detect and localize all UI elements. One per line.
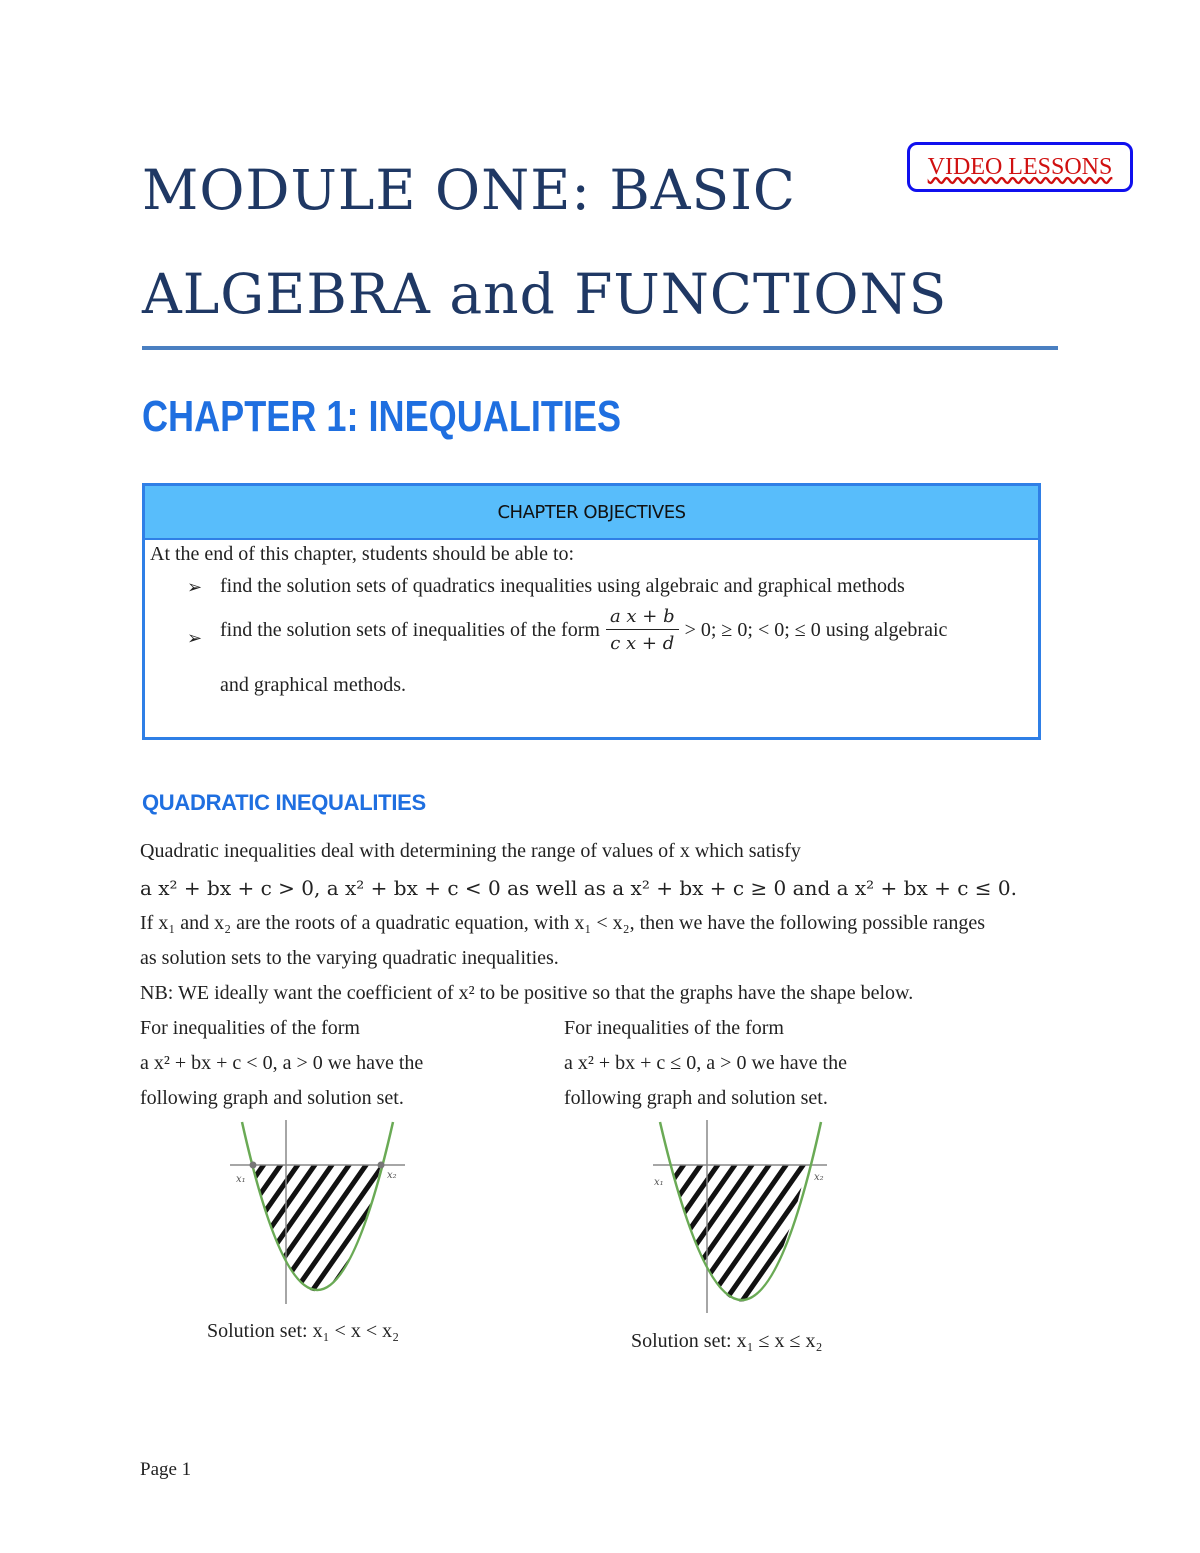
x1-label: x₁	[236, 1174, 246, 1185]
x1-label: x₁	[654, 1177, 664, 1188]
graph-non-strict-inequality	[645, 1118, 835, 1318]
title-divider	[142, 346, 1058, 350]
root-point-x2	[378, 1162, 385, 1169]
left-solution-caption: Solution set: x₁ < x < x₂	[207, 1320, 400, 1342]
chapter-objectives-box	[142, 483, 1041, 740]
right-col-line1: For inequalities of the form	[564, 1017, 784, 1039]
right-col-line2: a x² + bx + c ≤ 0, a > 0 we have the	[564, 1052, 847, 1074]
graph-strict-inequality	[225, 1118, 415, 1308]
left-col-line1: For inequalities of the form	[140, 1017, 360, 1039]
root-point-x1	[250, 1162, 257, 1169]
page-number: Page 1	[140, 1459, 192, 1480]
paragraph-inequalities: a x² + bx + c > 0, a x² + bx + c < 0 as well as a x² + bx + c ≥ 0 and a x² + bx + c ≤ 0.	[140, 876, 1017, 900]
left-col-line2: a x² + bx + c < 0, a > 0 we have the	[140, 1052, 424, 1074]
x2-label: x₂	[387, 1170, 397, 1181]
objectives-intro: At the end of this chapter, students should be able to:	[150, 543, 575, 565]
objective-item-2-text: find the solution sets of inequalities of the form	[220, 618, 600, 641]
right-col-line3: following graph and solution set.	[564, 1087, 828, 1109]
arrow-bullet-icon: ➢	[187, 628, 203, 649]
paragraph-solution-sets: as solution sets to the varying quadratic inequalities.	[140, 947, 559, 969]
objective-item-2-tail: > 0; ≥ 0; < 0; ≤ 0 using algebraic	[684, 618, 948, 641]
objective-item-2	[220, 606, 947, 654]
fraction-denominator: c x + d	[610, 633, 675, 654]
objective-item-2-continued: and graphical methods.	[220, 674, 407, 696]
module-title-line1: MODULE ONE: BASIC	[142, 158, 797, 222]
fraction-expression	[606, 606, 679, 654]
chapter-title: CHAPTER 1: INEQUALITIES	[142, 392, 622, 441]
paragraph-note: NB: WE ideally want the coefficient of x² to be positive so that the graphs have the shape below.	[140, 982, 914, 1004]
objectives-heading: CHAPTER OBJECTIVES	[145, 486, 1038, 540]
video-lessons-link[interactable]: VIDEO LESSONS	[907, 142, 1133, 192]
objective-item-1: find the solution sets of quadratics inequalities using algebraic and graphical methods	[220, 575, 905, 597]
fraction-numerator: a x + b	[606, 606, 679, 630]
right-solution-caption: Solution set: x₁ ≤ x ≤ x₂	[631, 1330, 823, 1352]
section-title: QUADRATIC INEQUALITIES	[142, 790, 426, 815]
arrow-bullet-icon: ➢	[187, 577, 203, 598]
left-col-line3: following graph and solution set.	[140, 1087, 404, 1109]
shaded-region	[645, 1118, 835, 1318]
module-title-line2: ALGEBRA and FUNCTIONS	[142, 262, 948, 326]
paragraph-roots: If x₁ and x₂ are the roots of a quadratic equation, with x₁ < x₂, then we have the following possible ranges	[140, 912, 986, 934]
x2-label: x₂	[814, 1172, 824, 1183]
paragraph-intro: Quadratic inequalities deal with determining the range of values of x which satisfy	[140, 840, 801, 862]
